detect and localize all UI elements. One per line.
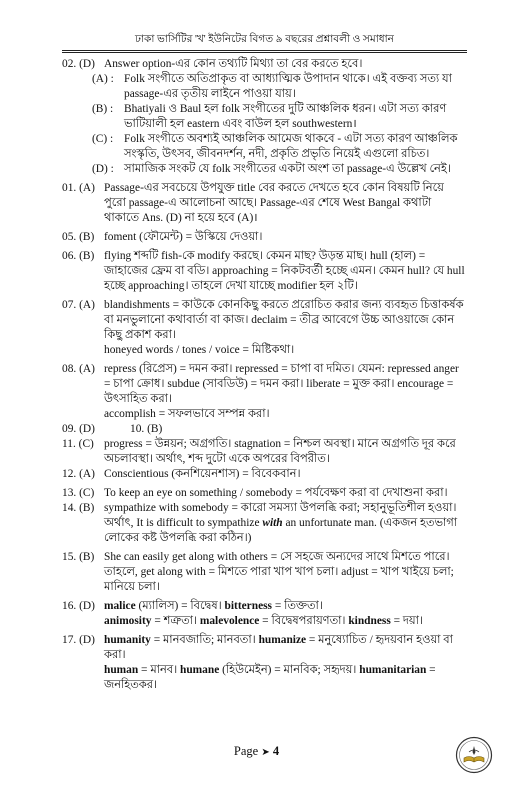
answer-14 [62,501,467,546]
option-label: (A) : [92,73,114,85]
page-header: ঢাকা ভার্সিটির 'খ' ইউনিটের বিগত ৯ বছরের প্রশ্নাবলী ও সমাধান [135,34,394,45]
option-label: (B) : [92,103,114,115]
option-text: Folk সংগীতে অবশ্যই আঞ্চলিক আমেজ থাকবে - এটা সত্য কারণ আঞ্চলিক সংস্কৃতি, উৎসব, জীবনদর্শন, নদী, প্রকৃতি প্রভৃতি নিয়েই এগুলো রচিত। [124,133,458,160]
answer-16 [62,599,467,629]
answer-text-extra: honeyed words / tones / voice = মিষ্টিকথা। [104,344,295,356]
answer-02 [62,57,467,72]
answer-text [104,501,467,546]
answer-text-main: repress (রিপ্রেস) = দমন করা। repressed = চাপা বা দমিত। যেমন: repressed anger = চাপা ক্রোধ। subdue (সাবডিউ) = দমন করা। liberate = মুক্ত করা। encourage = উৎসাহিত করা। [104,363,459,405]
vocab-word: humanity [104,634,151,646]
answer-text [104,599,467,629]
answer-12 [62,467,467,482]
answer-07 [62,298,467,358]
vocab-word: animosity [104,615,152,627]
answer-text-main: blandishments = কাউকে কোনকিছু করতে প্ররোচিত করার জন্য ব্যবহৃত চিত্তাকর্ষক বা মনভুলানো কথাবার্তা বা কাজ। declaim = তীব্র আবেগে উচ্চ আওয়াজে কোন কিছু প্রকাশ করা। [104,299,464,341]
option-label: (C) : [92,133,114,145]
option-explanation [92,72,467,102]
answer-number: 05. (B) [62,231,95,243]
vocab-meaning: = দয়া। [390,615,423,627]
vocab-meaning: = তিক্ততা। [272,600,323,612]
vocab-meaning: = বিদ্বেষপরায়ণতা। [259,615,349,627]
book-emblem-icon [455,736,493,774]
answer-text-main: sympathize with somebody = কারো সমস্যা উপলব্ধি করা; সহানুভূতিশীল হওয়া। [104,502,457,514]
answer-text: She can easily get along with others = সে সহজে অন্যদের সাথে মিশতে পারে। তাহলে, get along with = মিশতে পারা খাপ খাপ চলা। adjust = খাপ খাইয়ে চলা; মানিয়ে চলা। [104,551,454,593]
answer-number: 06. (B) [62,250,95,262]
answer-text: flying শব্দটি fish-কে modify করছে। কেমন মাছ? উড়ন্ত মাছ। hull (হাল) = জাহাজের ফ্রেম বা বডি। approaching = নিকটবর্তী হচ্ছে এমন। কেমন hull? যে hull হচ্ছে approaching। তাহলে দেখা যাচ্ছে modifier হল ২টি। [104,250,465,292]
answer-17 [62,633,467,693]
vocab-word: humanitarian [359,664,427,676]
vocab-word: human [104,664,139,676]
emphasis-word: with [262,517,283,529]
vocab-meaning: (ম্যালিস) = বিদ্বেষ। [135,600,225,612]
answer-number: 02. (D) [62,58,95,70]
answer-text: Passage-এর সবচেয়ে উপযুক্ত title বের করতে দেখতে হবে কোন বিষয়টি নিয়ে পুরো passage-এ আলোচনা আছে। Passage-এর শেষে West Bangal কথাটা থাকাতে Ans. (D) না হয়ে হবে (A)। [104,182,444,224]
answer-text [104,362,467,422]
answer-11 [62,437,467,467]
answer-number: 17. (D) [62,634,95,646]
answer-01 [62,181,467,226]
answer-text [104,633,467,693]
vocab-meaning: = জনহিতকর। [104,664,436,691]
header-rule-bottom [62,52,467,53]
answer-number: 15. (B) [62,551,95,563]
vocab-word: humanize [258,634,307,646]
answer-number: 16. (D) [62,600,95,612]
answer-text: progress = উন্নয়ন; অগ্রগতি। stagnation = নিশ্চল অবস্থা। মানে অগ্রগতি দূর করে অচলাবস্থা। অর্থাৎ, শব্দ দুটো একে অপরের বিপরীত। [104,438,456,465]
answer-text: Answer option-এর কোন তথ্যটি মিথ্যা তা বের করতে হবে। [104,58,363,70]
answer-09-10 [62,422,467,437]
vocab-word: bitterness [224,600,272,612]
example-text: অর্থাৎ, It is difficult to sympathize [104,517,263,529]
answer-number-10 [104,422,467,437]
page-footer [0,744,513,759]
answer-text: To keep an eye on something / somebody = পর্যবেক্ষণ করা বা দেখাশুনা করা। [104,487,448,499]
option-explanation [92,132,467,162]
header-rule-top [62,50,467,51]
vocab-word: kindness [348,615,391,627]
option-explanation [92,102,467,132]
answer-number: 11. (C) [62,438,94,450]
option-text: Folk সংগীতে অতিপ্রাকৃত বা আধ্যাত্মিক উপাদান থাকে। এই বক্তব্য সত্য যা passage-এর তৃতীয় লাইনে পাওয়া যায়। [124,73,452,100]
answer-06 [62,249,467,294]
option-text: সামাজিক সংকট যে folk সংগীতের একটা অংশ তা passage-এ উল্লেখ নেই। [124,163,451,175]
answer-13 [62,486,467,501]
vocab-word: malice [104,600,136,612]
vocab-word: humane [180,664,220,676]
option-label: (D) : [92,163,114,175]
answer-08 [62,362,467,422]
page-label: Page [233,744,259,758]
vocab-meaning: = শত্রুতা। [151,615,200,627]
answer-number: 01. (A) [62,182,95,194]
answer-text [104,298,467,358]
answer-number: 08. (A) [62,363,95,375]
vocab-meaning: = মানব। [138,664,181,676]
answer-number: 10. (B) [130,423,163,435]
option-text: Bhatiyali ও Baul হল folk সংগীতের দুটি আঞ্চলিক ধরন। এটা সত্য কারণ ভাটিয়ালী হল eastern এবং বাউল হল southwestern। [124,103,447,130]
answer-15 [62,550,467,595]
vocab-meaning: (হিউমেইন) = মানবিক; সহৃদয়। [219,664,360,676]
answer-number: 12. (A) [62,468,95,480]
vocab-word: malevolence [199,615,260,627]
arrow-right-icon: ➤ [261,747,270,758]
answer-content [62,57,467,693]
answer-number: 13. (C) [62,487,95,499]
example-text-rest: an unfortunate man. (একজন হতভাগা লোকের কষ্ট উপলব্ধি করা কঠিন।) [104,517,458,544]
answer-05 [62,230,467,245]
vocab-meaning: = মনুষ্যোচিত / হৃদয়বান হওয়া বা করা। [104,634,453,661]
answer-text-extra: accomplish = সফলভাবে সম্পন্ন করা। [104,408,270,420]
answer-number: 09. (D) [62,423,95,435]
answer-text: Conscientious (কনশিয়েনশাস) = বিবেকবান। [104,468,301,480]
vocab-meaning: = মানবজাতি; মানবতা। [150,634,259,646]
answer-number: 07. (A) [62,299,95,311]
answer-text: foment (ফৌমেন্ট) = উস্কিয়ে দেওয়া। [104,231,263,243]
answer-number: 14. (B) [62,502,95,514]
option-explanation [92,162,467,177]
page-number: 4 [272,744,280,758]
